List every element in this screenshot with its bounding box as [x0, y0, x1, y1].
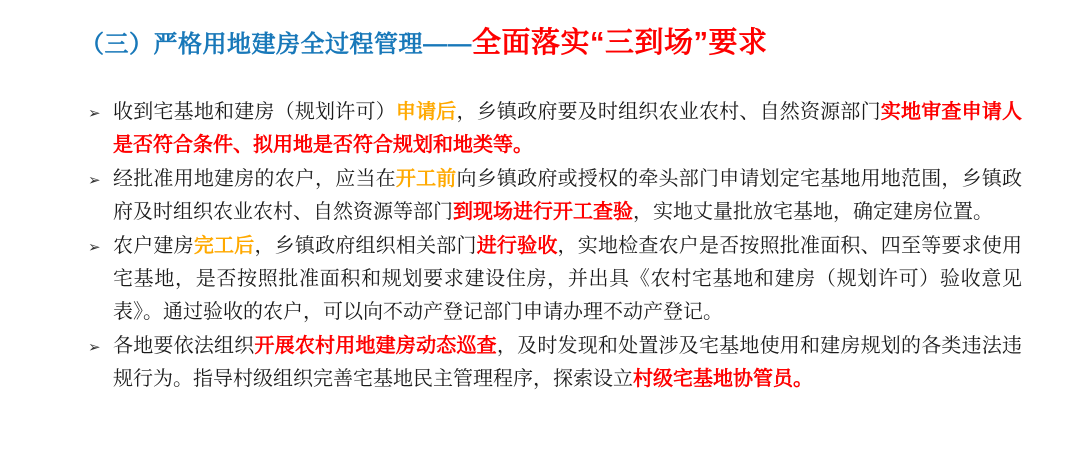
bullet-arrow-icon: ➢ [88, 339, 101, 356]
page-title [0, 0, 1080, 62]
text-segment-normal: 向乡镇政府或授权的牵头部门申请划定宅基地用地范围，乡镇政府及时组织农业农村、自然资源等部门 [113, 168, 1023, 223]
list-item [88, 330, 1022, 396]
text-segment-red: 进行验收 [476, 235, 558, 257]
text-segment-red: 实地审查申请人是否符合条件、拟用地是否符合规划和地类等。 [113, 101, 1023, 156]
list-item [88, 96, 1022, 162]
text-segment-red: 开展农村用地建房动态巡查 [254, 335, 497, 357]
bullet-arrow-icon: ➢ [88, 105, 101, 122]
text-segment-orange: 开工前 [395, 168, 457, 190]
text-segment-normal: 农户建房 [113, 235, 194, 257]
title-red-part: 全面落实“三到场”要求 [472, 27, 768, 59]
bullet-arrow-icon: ➢ [88, 239, 101, 256]
text-segment-normal: ，实地检查农户是否按照批准面积、四至等要求使用宅基地，是否按照批准面积和规划要求建设住房，并出具《农村宅基地和建房（规划许可）验收意见表》。通过验收的农户，可以向不动产登记部门申请办理不动产登记。 [113, 235, 1023, 323]
text-segment-normal: 各地要依法组织 [113, 335, 255, 357]
text-segment-normal: ，乡镇政府要及时组织农业农村、自然资源部门 [456, 101, 881, 123]
text-segment-orange: 完工后 [193, 235, 255, 257]
text-segment-red: 村级宅基地协管员。 [633, 368, 813, 390]
title-blue-part: （三）严格用地建房全过程管理—— [80, 31, 472, 58]
text-segment-normal: ，实地丈量批放宅基地，确定建房位置。 [633, 201, 993, 223]
bullet-arrow-icon: ➢ [88, 172, 101, 189]
text-segment-orange: 申请后 [395, 101, 457, 123]
list-item [88, 163, 1022, 229]
bullet-list [88, 96, 1022, 396]
text-segment-red: 到现场进行开工查验 [453, 201, 633, 223]
text-segment-normal: ，乡镇政府组织相关部门 [254, 235, 477, 257]
text-segment-normal: ，及时发现和处置涉及宅基地使用和建房规划的各类违法违规行为。指导村级组织完善宅基地民主管理程序，探索设立 [113, 335, 1023, 390]
list-item [88, 230, 1022, 329]
text-segment-normal: 收到宅基地和建房（规划许可） [113, 101, 396, 123]
text-segment-normal: 经批准用地建房的农户，应当在 [113, 168, 396, 190]
